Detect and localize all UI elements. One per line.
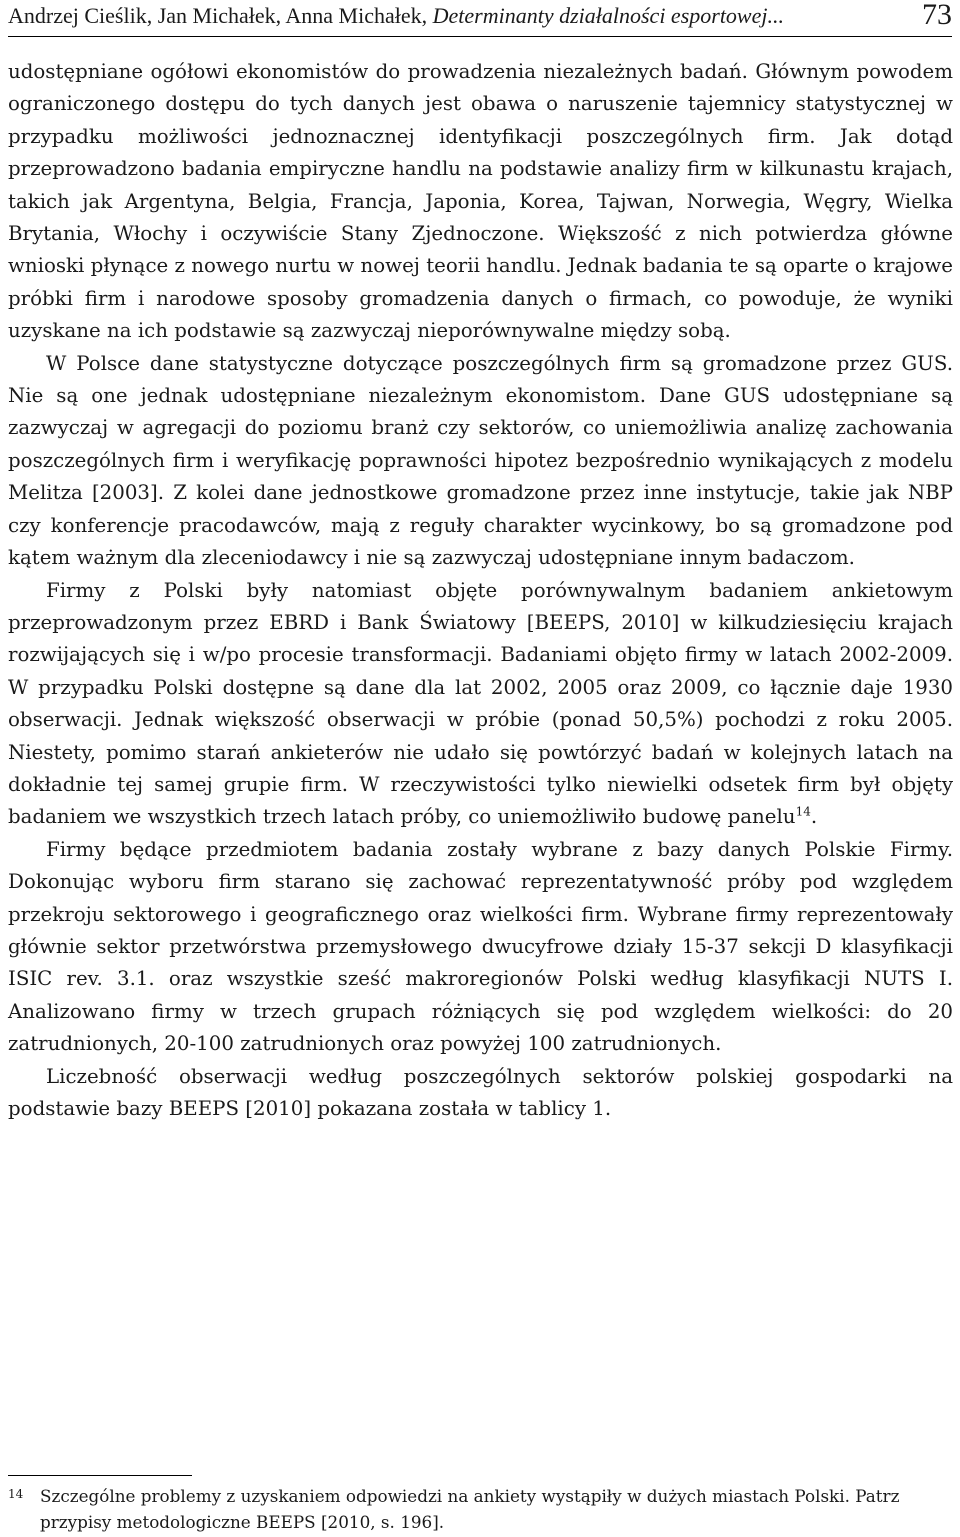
paragraph-4: Firmy będące przedmiotem badania zostały wybrane z bazy danych Polskie Firmy. Dokonując wyboru firm starano się zachować reprezentatywność próby pod względem przekroju sektorowego i geograficznego oraz wielkości firm. Wybrane firmy reprezentowały głównie sektor przetwórstwa przemysłowego dwucyfrowe działy 15-37 sekcji D klasyfikacji ISIC rev. 3.1. oraz wszystkie sześć makroregionów Polski według klasyfikacji NUTS I. Analizowano firmy w trzech grupach różniących się pod względem wielkości: do 20 zatrudnionych, 20-100 zatrudnionych oraz powyżej 100 zatrudnionych. (8, 837, 953, 1056)
page-number: 73 (922, 0, 952, 31)
footnote-divider (8, 1475, 192, 1476)
paragraph-2: W Polsce dane statystyczne dotyczące poszczególnych firm są gromadzone przez GUS. Nie są one jednak udostępniane niezależnym ekonomistom. Dane GUS udostępniane są zazwyczaj w agregacji do poziomu branż czy sektorów, co uniemożliwia analizę zachowania poszczególnych firm i weryfikację poprawności hipotez bezpośrednio wynikających z modelu Melitza [2003]. Z kolei dane jednostkowe gromadzone przez inne instytucje, takie jak NBP czy konferencje pracodawców, mają z reguły charakter wycinkowy, bo są gromadzone pod kątem ważnym dla zleceniodawcy i nie są zazwyczaj udostępniane innym badaczom. (8, 351, 953, 570)
body-text (8, 56, 953, 1125)
paragraph-3-end: . (810, 805, 818, 829)
running-header (8, 0, 952, 37)
footnote-mark: 14 (8, 1487, 24, 1501)
footnote-reference[interactable]: 14 (795, 804, 811, 819)
paragraph-1: udostępniane ogółowi ekonomistów do prowadzenia niezależnych badań. Głównym powodem ograniczonego dostępu do tych danych jest obawa o naruszenie tajemnicy statystycznej w przypadku możliwości jednoznacznej identyfikacji poszczególnych firm. Jak dotąd przeprowadzono badania empiryczne handlu na podstawie analizy firm w kilkunastu krajach, takich jak Argentyna, Belgia, Francja, Japonia, Korea, Tajwan, Norwegia, Węgry, Wielka Brytania, Włochy i oczywiście Stany Zjednoczone. Większość z nich potwierdza główne wnioski płynące z nowego nurtu w nowej teorii handlu. Jednak badania te są oparte o krajowe próbki firm i narodowe sposoby gromadzenia danych o firmach, co powoduje, że wyniki uzyskane na ich podstawie są zazwyczaj nieporównywalne między sobą. (8, 60, 953, 343)
footnote (8, 1483, 953, 1535)
running-head-authors: Andrzej Cieślik, Jan Michałek, Anna Michałek, (8, 3, 428, 28)
running-head (8, 0, 784, 30)
paragraph-5: Liczebność obserwacji według poszczególnych sektorów polskiej gospodarki na podstawie bazy BEEPS [2010] pokazana została w tablicy 1. (8, 1064, 953, 1120)
paragraph-3-text: Firmy z Polski były natomiast objęte porównywalnym badaniem ankietowym przeprowadzonym przez EBRD i Bank Światowy [BEEPS, 2010] w kilkudziesięciu krajach rozwijających się i w/po procesie transformacji. Badaniami objęto firmy w latach 2002-2009. W przypadku Polski dostępne są dane dla lat 2002, 2005 oraz 2009, co łącznie daje 1930 obserwacji. Jednak większość obserwacji w próbie (ponad 50,5%) pochodzi z roku 2005. Niestety, pomimo starań ankieterów nie udało się powtórzyć badań w kolejnych latach na dokładnie tej samej grupie firm. W rzeczywistości tylko niewielki odsetek firm był objęty badaniem we wszystkich trzech latach próby, co uniemożliwiło budowę panelu (8, 578, 953, 829)
footnote-text: Szczególne problemy z uzyskaniem odpowiedzi na ankiety wystąpiły w dużych miastach Polski. Patrz przypisy metodologiczne BEEPS [2010, s. 196]. (40, 1486, 900, 1532)
paragraph-3 (8, 575, 953, 834)
running-head-title: Determinanty działalności esportowej... (432, 3, 784, 28)
